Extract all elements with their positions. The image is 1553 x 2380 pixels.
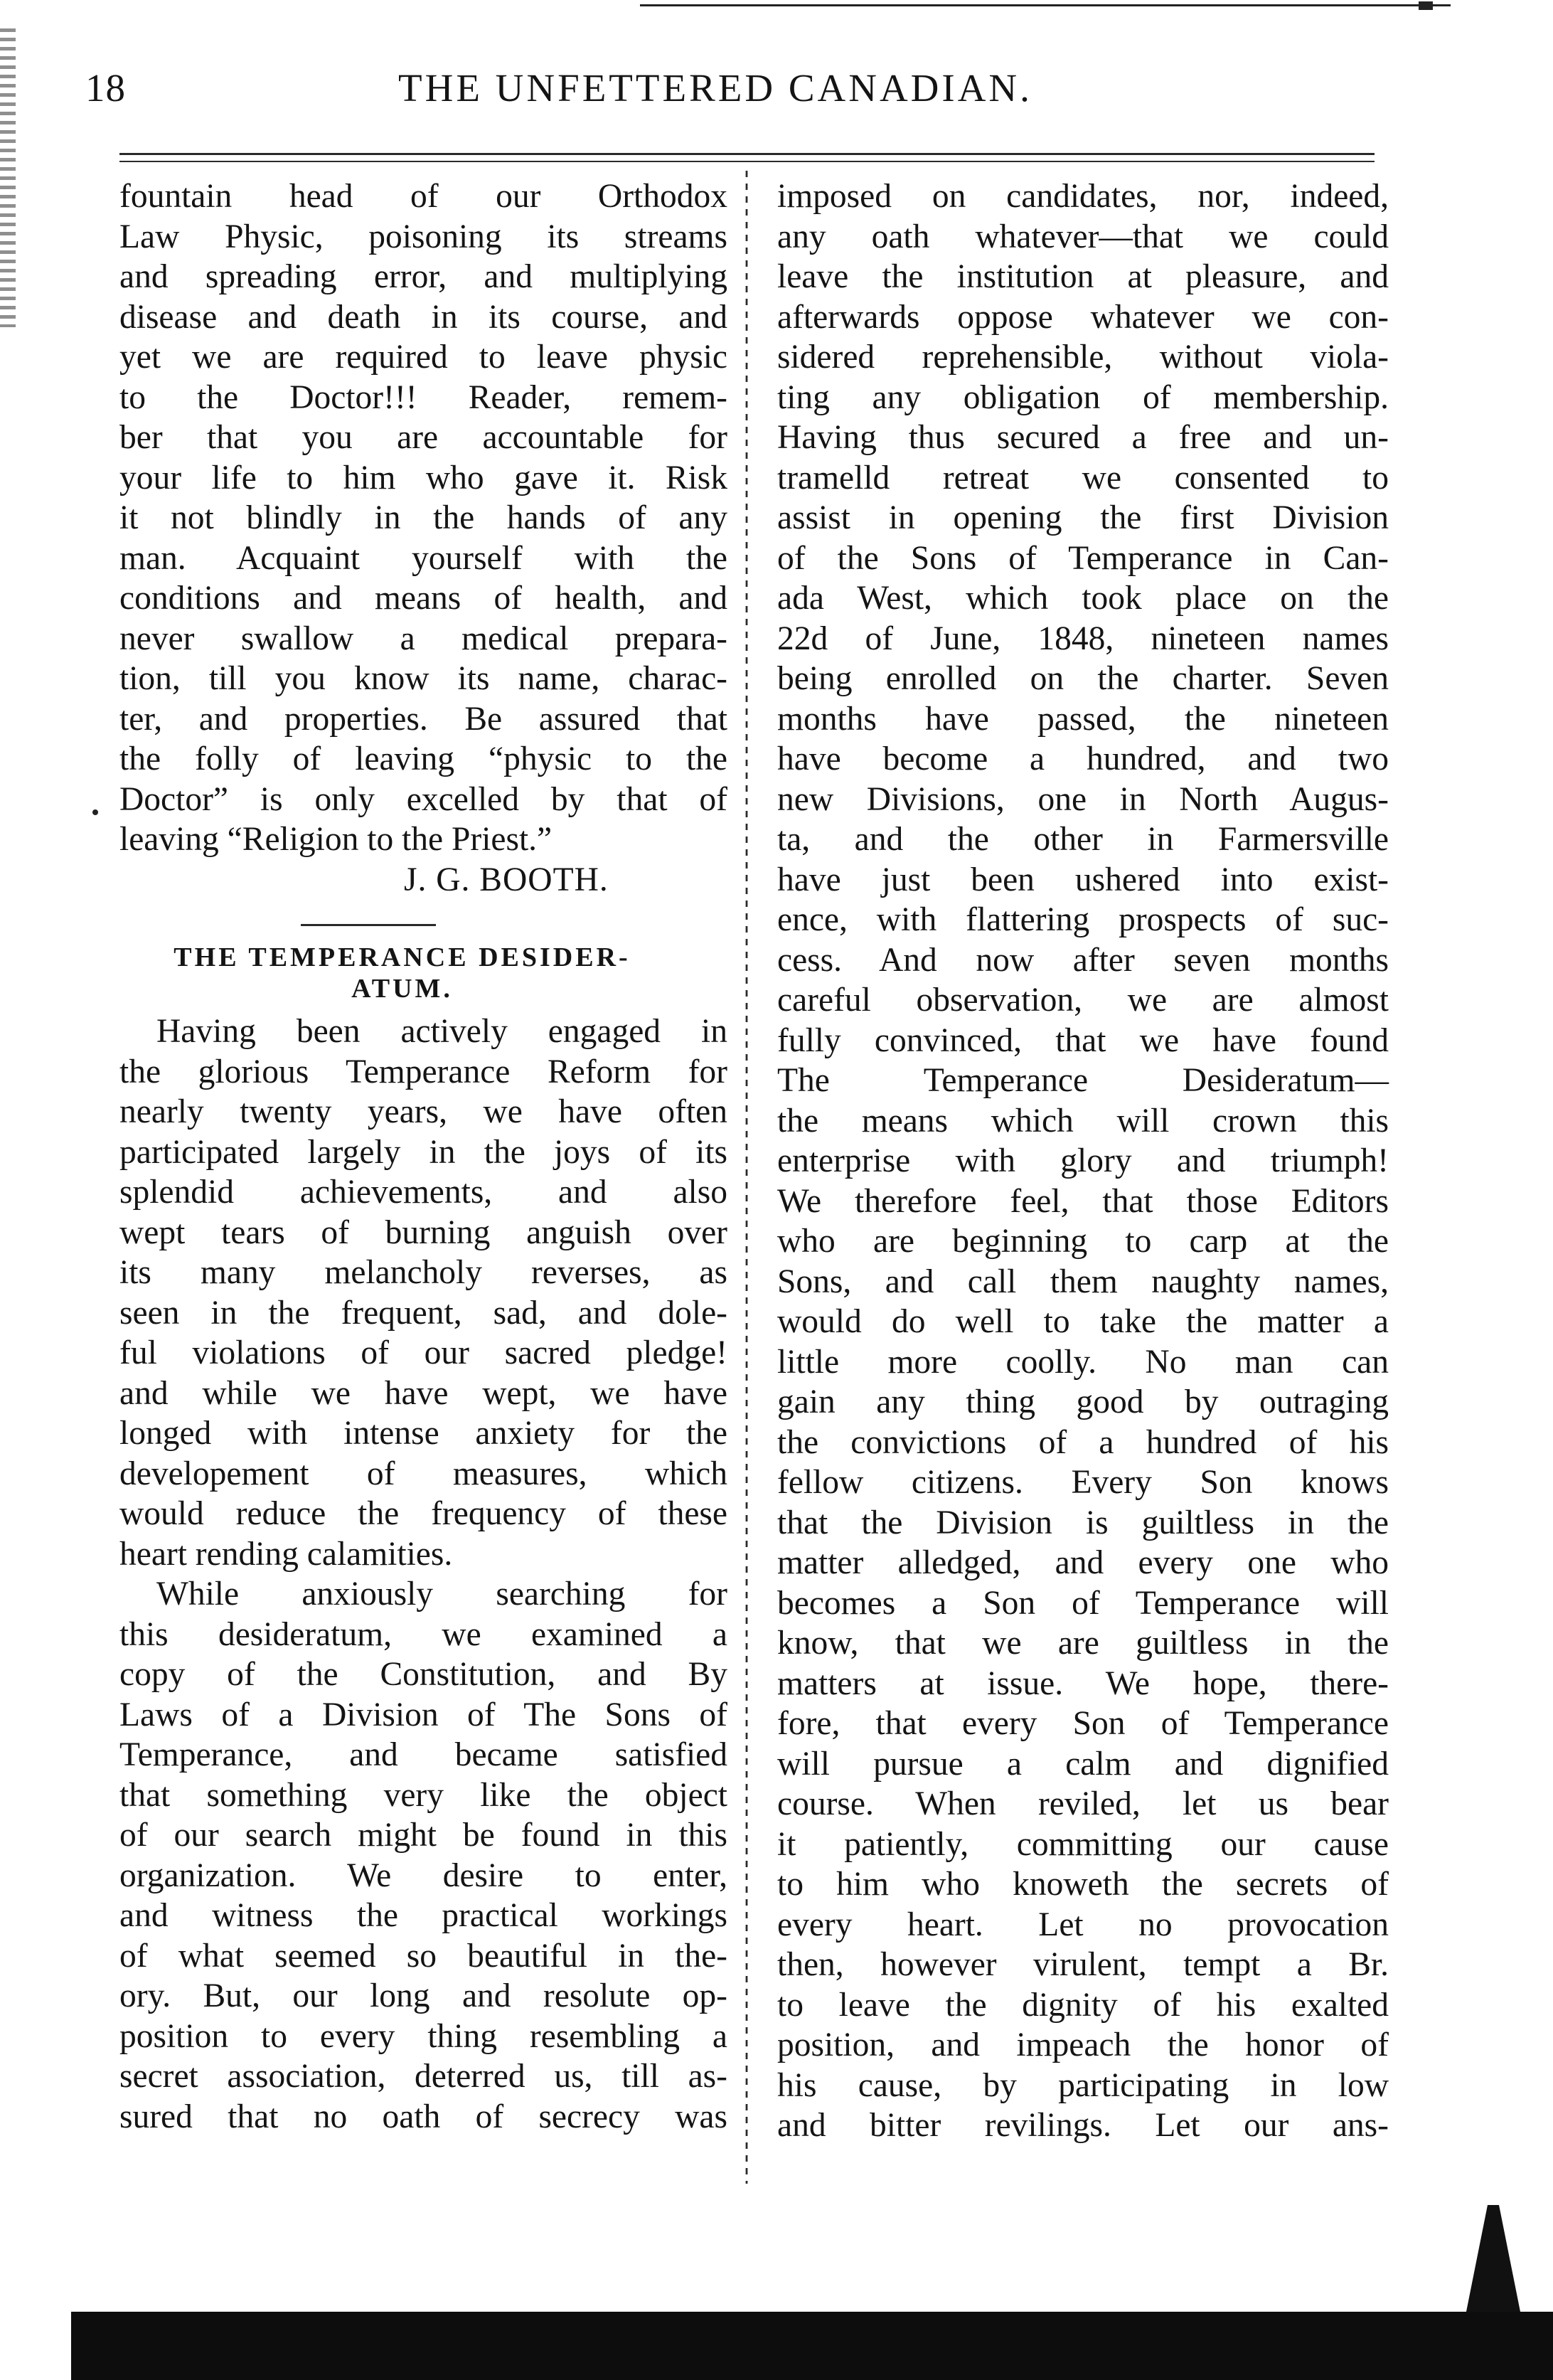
text-line: developement of measures, which [119, 1455, 727, 1492]
text-line: conditions and means of health, and [119, 580, 727, 617]
text-line: ber that you are accountable for [119, 419, 727, 456]
text-line: and bitter revilings. Let our ans- [777, 2107, 1389, 2144]
text-line: months have passed, the nineteen [777, 700, 1389, 738]
text-line: participated largely in the joys of its [119, 1133, 727, 1171]
margin-dot [92, 809, 98, 815]
text-line: will pursue a calm and dignified [777, 1745, 1389, 1783]
text-line: fellow citizens. Every Son knows [777, 1464, 1389, 1501]
text-line: ter, and properties. Be assured that [119, 700, 727, 738]
text-line: of our search might be found in this [119, 1817, 727, 1854]
text-line: being enrolled on the charter. Seven [777, 660, 1389, 697]
text-line: sured that no oath of secrecy was [119, 2098, 727, 2135]
binding-edge-shadow [0, 28, 16, 327]
column-divider [742, 171, 752, 2184]
text-line: have just been ushered into exist- [777, 861, 1389, 898]
scan-bottom-bar [71, 2312, 1553, 2380]
heading-line: THE TEMPERANCE DESIDER- [174, 942, 631, 972]
scan-edge-shadow [1465, 2205, 1522, 2319]
text-line: never swallow a medical prepara- [119, 620, 727, 657]
text-line: organization. We desire to enter, [119, 1856, 727, 1894]
text-line: the means which will crown this [777, 1102, 1389, 1139]
author-signature: J. G. BOOTH. [404, 861, 609, 898]
text-line: afterwards oppose whatever we con- [777, 298, 1389, 336]
page-number: 18 [85, 66, 126, 110]
text-line: nearly twenty years, we have often [119, 1093, 727, 1130]
text-line: Sons, and call them naughty names, [777, 1263, 1389, 1300]
top-edge-mark [1419, 1, 1433, 10]
text-line: leave the institution at pleasure, and [777, 258, 1389, 295]
text-line: sidered reprehensible, without viola- [777, 339, 1389, 376]
text-line: would do well to take the matter a [777, 1303, 1389, 1340]
right-column [777, 176, 1389, 2146]
text-line: seen in the frequent, sad, and dole- [119, 1294, 727, 1332]
text-line: yet we are required to leave physic [119, 339, 727, 376]
text-line: that something very like the object [119, 1776, 727, 1814]
text-line: fountain head of our Orthodox [119, 178, 727, 215]
text-line: the convictions of a hundred of his [777, 1423, 1389, 1461]
running-title: THE UNFETTERED CANADIAN. [398, 66, 1032, 110]
text-line: who are beginning to carp at the [777, 1223, 1389, 1260]
paragraph-engaged [119, 1011, 727, 1574]
text-line: gain any thing good by outraging [777, 1383, 1389, 1420]
text-line: matter alledged, and every one who [777, 1544, 1389, 1581]
text-line: then, however virulent, tempt a Br. [777, 1946, 1389, 1983]
text-line: ence, with flattering prospects of suc- [777, 901, 1389, 938]
text-line: secret association, deterred us, till as- [119, 2058, 727, 2095]
text-line: heart rending calamities. [119, 1535, 453, 1573]
text-line: know, that we are guiltless in the [777, 1625, 1389, 1662]
paragraph-medical [119, 176, 727, 860]
text-line: the folly of leaving “physic to the [119, 740, 727, 777]
paragraph-searching [119, 1574, 727, 2137]
text-line: it patiently, committing our cause [777, 1825, 1389, 1863]
text-line: ta, and the other in Farmersville [777, 821, 1389, 858]
text-line: disease and death in its course, and [119, 298, 727, 336]
text-line: fully convinced, that we have found [777, 1021, 1389, 1059]
text-line: position, and impeach the honor of [777, 2026, 1389, 2063]
text-line: Laws of a Division of The Sons of [119, 1696, 727, 1733]
text-line: position to every thing resembling a [119, 2017, 727, 2055]
text-line: ory. But, our long and resolute op- [119, 1977, 727, 2014]
text-line: Doctor” is only excelled by that of [119, 780, 727, 818]
text-line: Having thus secured a free and un- [777, 419, 1389, 456]
text-line: matters at issue. We hope, there- [777, 1664, 1389, 1702]
text-line: new Divisions, one in North Augus- [777, 780, 1389, 818]
header-rule-top [119, 153, 1375, 155]
text-line: splendid achievements, and also [119, 1174, 727, 1211]
text-line: its many melancholy reverses, as [119, 1254, 727, 1291]
text-line: longed with intense anxiety for the [119, 1415, 727, 1452]
text-line: course. When reviled, let us bear [777, 1785, 1389, 1822]
text-line: We therefore feel, that those Editors [777, 1182, 1389, 1220]
left-column [119, 176, 727, 2137]
text-line: to leave the dignity of his exalted [777, 1986, 1389, 2024]
text-line: cess. And now after seven months [777, 941, 1389, 979]
text-line: ful violations of our sacred pledge! [119, 1334, 727, 1371]
text-line: have become a hundred, and two [777, 740, 1389, 777]
text-line: every heart. Let no provocation [777, 1906, 1389, 1943]
text-line: would reduce the frequency of these [119, 1495, 727, 1532]
text-line: and witness the practical workings [119, 1897, 727, 1934]
text-line: your life to him who gave it. Risk [119, 459, 727, 496]
text-line: Having been actively engaged in [156, 1013, 727, 1050]
text-line: and spreading error, and multiplying [119, 258, 727, 295]
text-line: of the Sons of Temperance in Can- [777, 539, 1389, 577]
text-line: careful observation, we are almost [777, 982, 1389, 1019]
text-line: ting any obligation of membership. [777, 378, 1389, 416]
text-line: wept tears of burning anguish over [119, 1213, 727, 1251]
text-line: tramelld retreat we consented to [777, 459, 1389, 496]
text-line: man. Acquaint yourself with the [119, 539, 727, 577]
text-line: Law Physic, poisoning its streams [119, 218, 727, 255]
text-line: leaving “Religion to the Priest.” [119, 821, 553, 858]
text-line: that the Division is guiltless in the [777, 1504, 1389, 1541]
text-line: to the Doctor!!! Reader, remem- [119, 378, 727, 416]
top-edge-rule [640, 4, 1451, 6]
text-line: this desideratum, we examined a [119, 1615, 727, 1653]
text-line: of what seemed so beautiful in the- [119, 1937, 727, 1975]
text-line: assist in opening the first Division [777, 499, 1389, 536]
section-divider-rule [301, 924, 436, 926]
text-line: ada West, which took place on the [777, 580, 1389, 617]
text-line: While anxiously searching for [156, 1576, 727, 1613]
header-rule-bottom [119, 161, 1375, 162]
text-line: copy of the Constitution, and By [119, 1656, 727, 1693]
page-header [85, 65, 1394, 122]
heading-line: ATUM. [351, 974, 453, 1004]
text-line: enterprise with glory and triumph! [777, 1142, 1389, 1179]
text-line: The Temperance Desideratum— [777, 1062, 1389, 1099]
text-line: his cause, by participating in low [777, 2066, 1389, 2104]
text-line: fore, that every Son of Temperance [777, 1705, 1389, 1742]
text-line: to him who knoweth the secrets of [777, 1866, 1389, 1903]
text-line: becomes a Son of Temperance will [777, 1584, 1389, 1622]
text-line: it not blindly in the hands of any [119, 499, 727, 536]
text-line: tion, till you know its name, charac- [119, 660, 727, 697]
text-line: and while we have wept, we have [119, 1374, 727, 1412]
text-line: any oath whatever—that we could [777, 218, 1389, 255]
text-line: little more coolly. No man can [777, 1343, 1389, 1381]
text-line: imposed on candidates, nor, indeed, [777, 178, 1389, 215]
article-heading [119, 942, 727, 1004]
text-line: the glorious Temperance Reform for [119, 1053, 727, 1090]
text-line: 22d of June, 1848, nineteen names [777, 620, 1389, 657]
text-line: Temperance, and became satisfied [119, 1736, 727, 1773]
